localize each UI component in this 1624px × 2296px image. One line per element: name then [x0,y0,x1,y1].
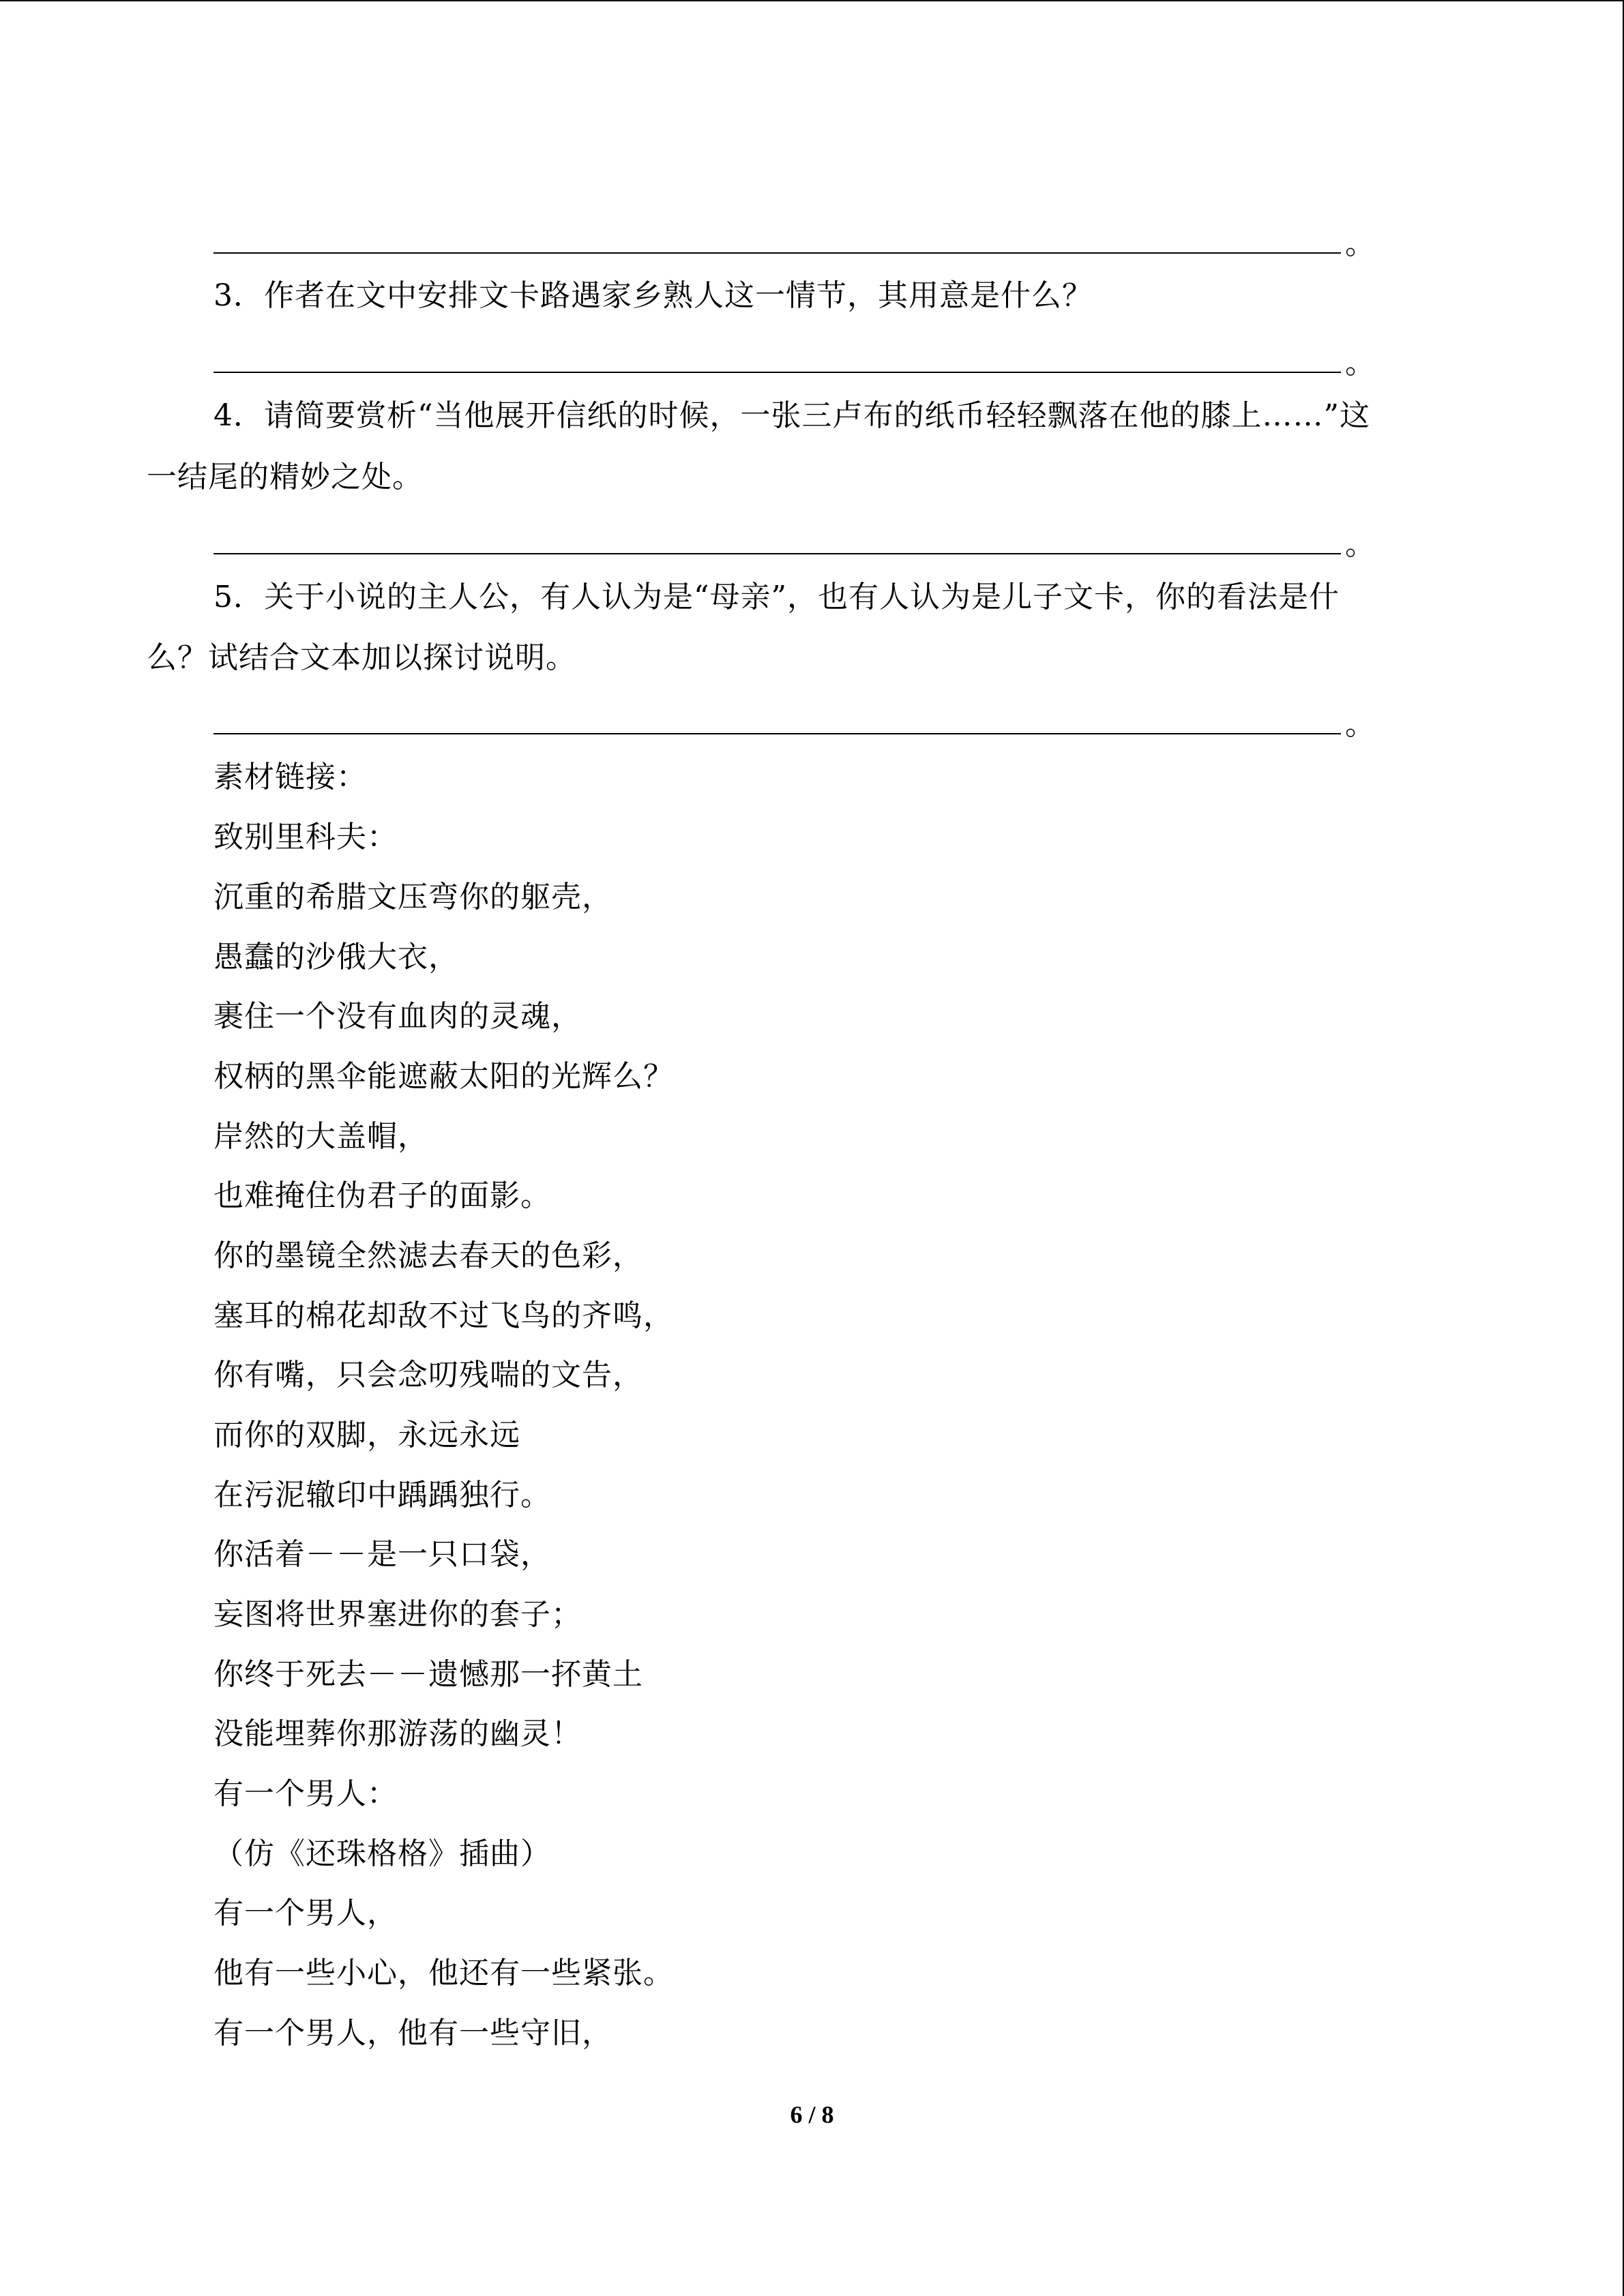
answer-line [213,252,1341,254]
page-border-top [0,0,1624,1]
answer-terminator: 。 [1345,346,1375,381]
question-3: 3．作者在文中安排文卡路遇家乡熟人这一情节，其用意是什么？ [213,278,1093,313]
answer-terminator: 。 [1345,226,1375,261]
answer-terminator: 。 [1345,527,1375,562]
poem-line: 裹住一个没有血肉的灵魂， [213,999,582,1034]
poem-line: 他有一些小心，他还有一些紧张。 [213,1956,674,1991]
question-5-line-1: 5．关于小说的主人公，有人认为是“母亲”，也有人认为是儿子文卡，你的看法是什 [213,580,1340,614]
material-heading: 素材链接： [213,760,367,794]
answer-terminator: 。 [1345,707,1375,742]
poem-line: 你活着－－是一只口袋， [213,1537,551,1572]
poem-line: 而你的双脚，永远永远 [213,1418,520,1452]
poem-line: 有一个男人， [213,1896,398,1930]
poem-line: 权柄的黑伞能遮蔽太阳的光辉么？ [213,1059,674,1094]
answer-line [213,372,1341,373]
poem-line: 妄图将世界塞进你的套子； [213,1597,582,1632]
poem-line: 你终于死去－－遗憾那一抔黄土 [213,1657,643,1692]
answer-line [213,733,1341,734]
question-5-line-2: 么？试结合文本加以探讨说明。 [147,640,576,675]
poem-line: 你有嘴，只会念叨残喘的文告， [213,1358,643,1392]
poem-line: 有一个男人，他有一些守旧， [213,2016,612,2051]
poem-line: 愚蠢的沙俄大衣， [213,940,459,974]
poem-line: 岸然的大盖帽， [213,1119,428,1154]
poem-line: 你的墨镜全然滤去春天的色彩， [213,1238,643,1273]
poem-line: （仿《还珠格格》插曲） [213,1836,551,1871]
poem-line: 致别里科夫： [213,820,398,854]
question-4-line-1: 4．请简要赏析“当他展开信纸的时候，一张三卢布的纸币轻轻飘落在他的膝上……”这 [213,398,1370,433]
page-number: 6 / 8 [790,2101,834,2128]
poem-line: 在污泥辙印中踽踽独行。 [213,1478,551,1512]
answer-line [213,553,1341,554]
poem-line: 没能埋葬你那游荡的幽灵！ [213,1716,582,1751]
poem-line: 有一个男人： [213,1776,398,1811]
question-4-line-2: 一结尾的精妙之处。 [147,460,423,494]
poem-line: 塞耳的棉花却敌不过飞鸟的齐鸣， [213,1298,674,1333]
poem-line: 也难掩住伪君子的面影。 [213,1178,551,1213]
poem-line: 沉重的希腊文压弯你的躯壳， [213,880,612,914]
